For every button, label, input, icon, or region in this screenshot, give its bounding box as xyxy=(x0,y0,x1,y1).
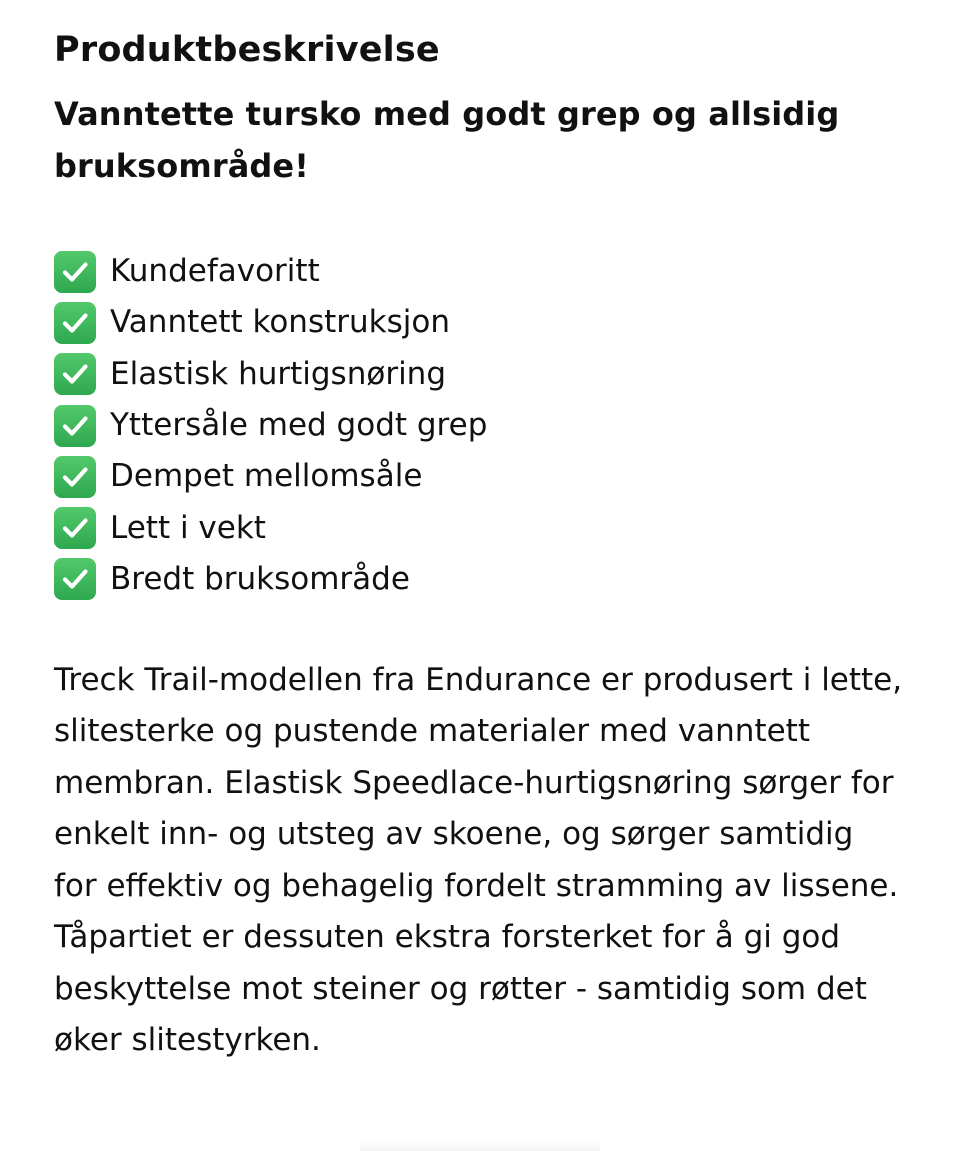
feature-item xyxy=(54,246,914,297)
feature-label: Bredt bruksområde xyxy=(110,560,410,597)
feature-item xyxy=(54,349,914,400)
section-title: Produktbeskrivelse xyxy=(54,30,440,70)
product-description-text: Treck Trail-modellen fra Endurance er produsert i lette, slitesterke og pustende materialer med vanntett membran. Elastisk Speedlace-hurtigsnøring sørger for enkelt inn- og utsteg av skoene, og sørger samtidig for effektiv og behagelig fordelt stramming av lissene. Tåpartiet er dessuten ekstra forsterket for å gi god beskyttelse mot steiner og røtter - samtidig som det øker slitestyrken. xyxy=(54,662,903,1058)
feature-item xyxy=(54,502,914,553)
check-mark-icon xyxy=(54,353,96,395)
feature-label: Vanntett konstruksjon xyxy=(110,304,450,341)
product-subtitle: Vanntette tursko med godt grep og allsidig bruksområde! xyxy=(54,95,840,185)
feature-label: Dempet mellomsåle xyxy=(110,458,423,495)
product-description-section xyxy=(54,24,914,1066)
feature-item xyxy=(54,451,914,502)
feature-label: Kundefavoritt xyxy=(110,253,320,290)
bottom-divider xyxy=(360,1141,600,1151)
feature-label: Yttersåle med godt grep xyxy=(110,407,488,444)
feature-label: Elastisk hurtigsnøring xyxy=(110,355,447,392)
check-mark-icon xyxy=(54,558,96,600)
check-mark-icon xyxy=(54,405,96,447)
feature-label: Lett i vekt xyxy=(110,509,266,546)
feature-item xyxy=(54,297,914,348)
check-mark-icon xyxy=(54,456,96,498)
feature-list xyxy=(54,246,914,605)
check-mark-icon xyxy=(54,251,96,293)
check-mark-icon xyxy=(54,507,96,549)
feature-item xyxy=(54,400,914,451)
check-mark-icon xyxy=(54,302,96,344)
feature-item xyxy=(54,554,914,605)
